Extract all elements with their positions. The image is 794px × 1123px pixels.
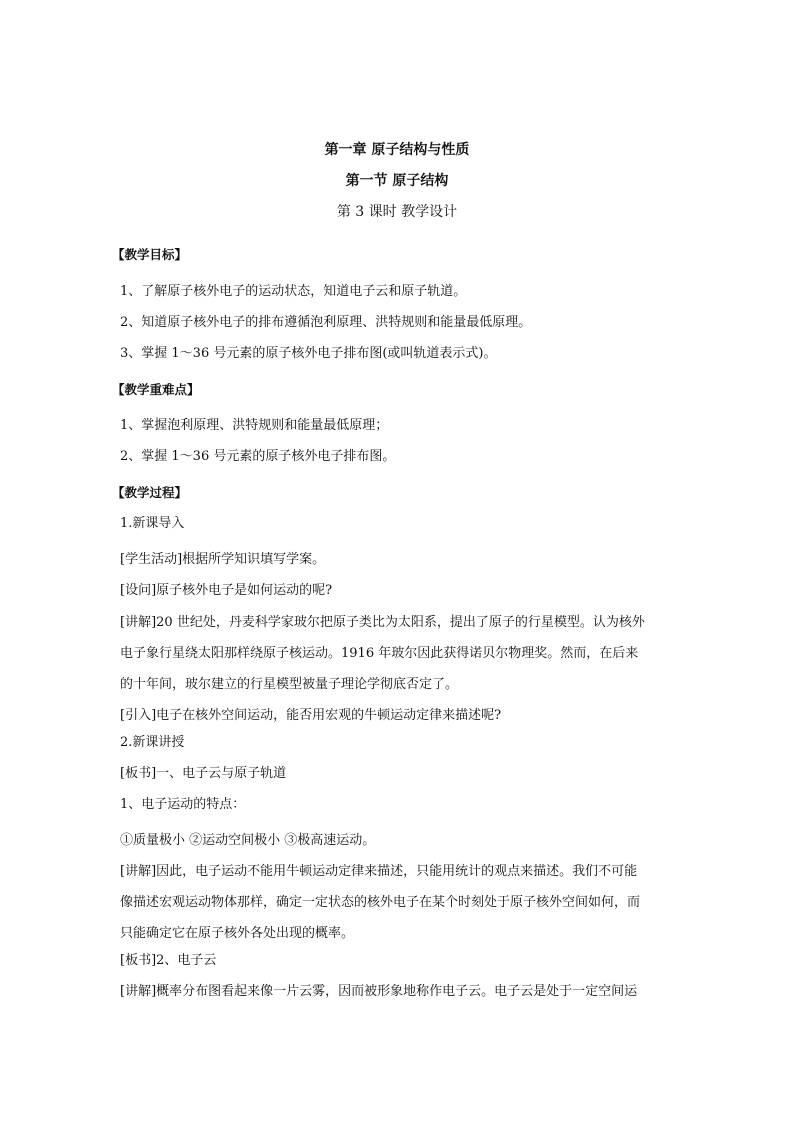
chapter-title: 第一章 原子结构与性质	[324, 142, 470, 158]
process-line: 只能确定它在原子核外各处出现的概率。	[120, 926, 355, 941]
process-line: [板书]一、电子云与原子轨道	[120, 766, 287, 781]
process-line: [讲解]因此，电子运动不能用牛顿运动定律来描述，只能用统计的观点来描述。我们不可能	[120, 864, 638, 879]
process-line: 1.新课导入	[120, 516, 185, 531]
section-title: 第一节 原子结构	[345, 173, 449, 189]
objectives-heading: 【教学目标】	[112, 247, 188, 262]
keypoints-heading: 【教学重难点】	[112, 382, 200, 397]
process-line: [设问]原子核外电子是如何运动的呢?	[120, 583, 333, 598]
process-line: [板书]2、电子云	[120, 953, 217, 968]
process-line: [学生活动]根据所学知识填写学案。	[120, 552, 326, 567]
process-line: [讲解]20 世纪处，丹麦科学家玻尔把原子类比为太阳系，提出了原子的行星模型。认为核外	[120, 615, 645, 630]
process-line: [讲解]概率分布图看起来像一片云雾，因而被形象地称作电子云。电子云是处于一定空间运	[120, 984, 638, 999]
process-line: 2.新课讲授	[120, 735, 185, 750]
process-line: [引入]电子在核外空间运动，能否用宏观的牛顿运动定律来描述呢?	[120, 708, 502, 723]
objective-item: 3、掌握 1～36 号元素的原子核外电子排布图(或叫轨道表示式)。	[120, 346, 497, 361]
process-line: ①质量极小 ②运动空间极小 ③极高速运动。	[120, 833, 376, 848]
objective-item: 1、了解原子核外电子的运动状态，知道电子云和原子轨道。	[120, 284, 467, 299]
keypoint-item: 2、掌握 1～36 号元素的原子核外电子排布图。	[120, 449, 396, 464]
lesson-title: 第 3 课时 教学设计	[336, 204, 458, 220]
process-line: 的十年间，玻尔建立的行星模型被量子理论学彻底否定了。	[120, 677, 459, 692]
process-line: 电子象行星绕太阳那样绕原子核运动。1916 年玻尔因此获得诺贝尔物理奖。然而，在后来	[120, 646, 639, 661]
objective-item: 2、知道原子核外电子的排布遵循泡利原理、洪特规则和能量最低原理。	[120, 315, 532, 330]
process-heading: 【教学过程】	[112, 485, 188, 500]
process-line: 像描述宏观运动物体那样，确定一定状态的核外电子在某个时刻处于原子核外空间如何，而	[120, 895, 641, 910]
keypoint-item: 1、掌握泡利原理、洪特规则和能量最低原理；	[120, 418, 389, 433]
process-line: 1、电子运动的特点：	[120, 797, 246, 812]
